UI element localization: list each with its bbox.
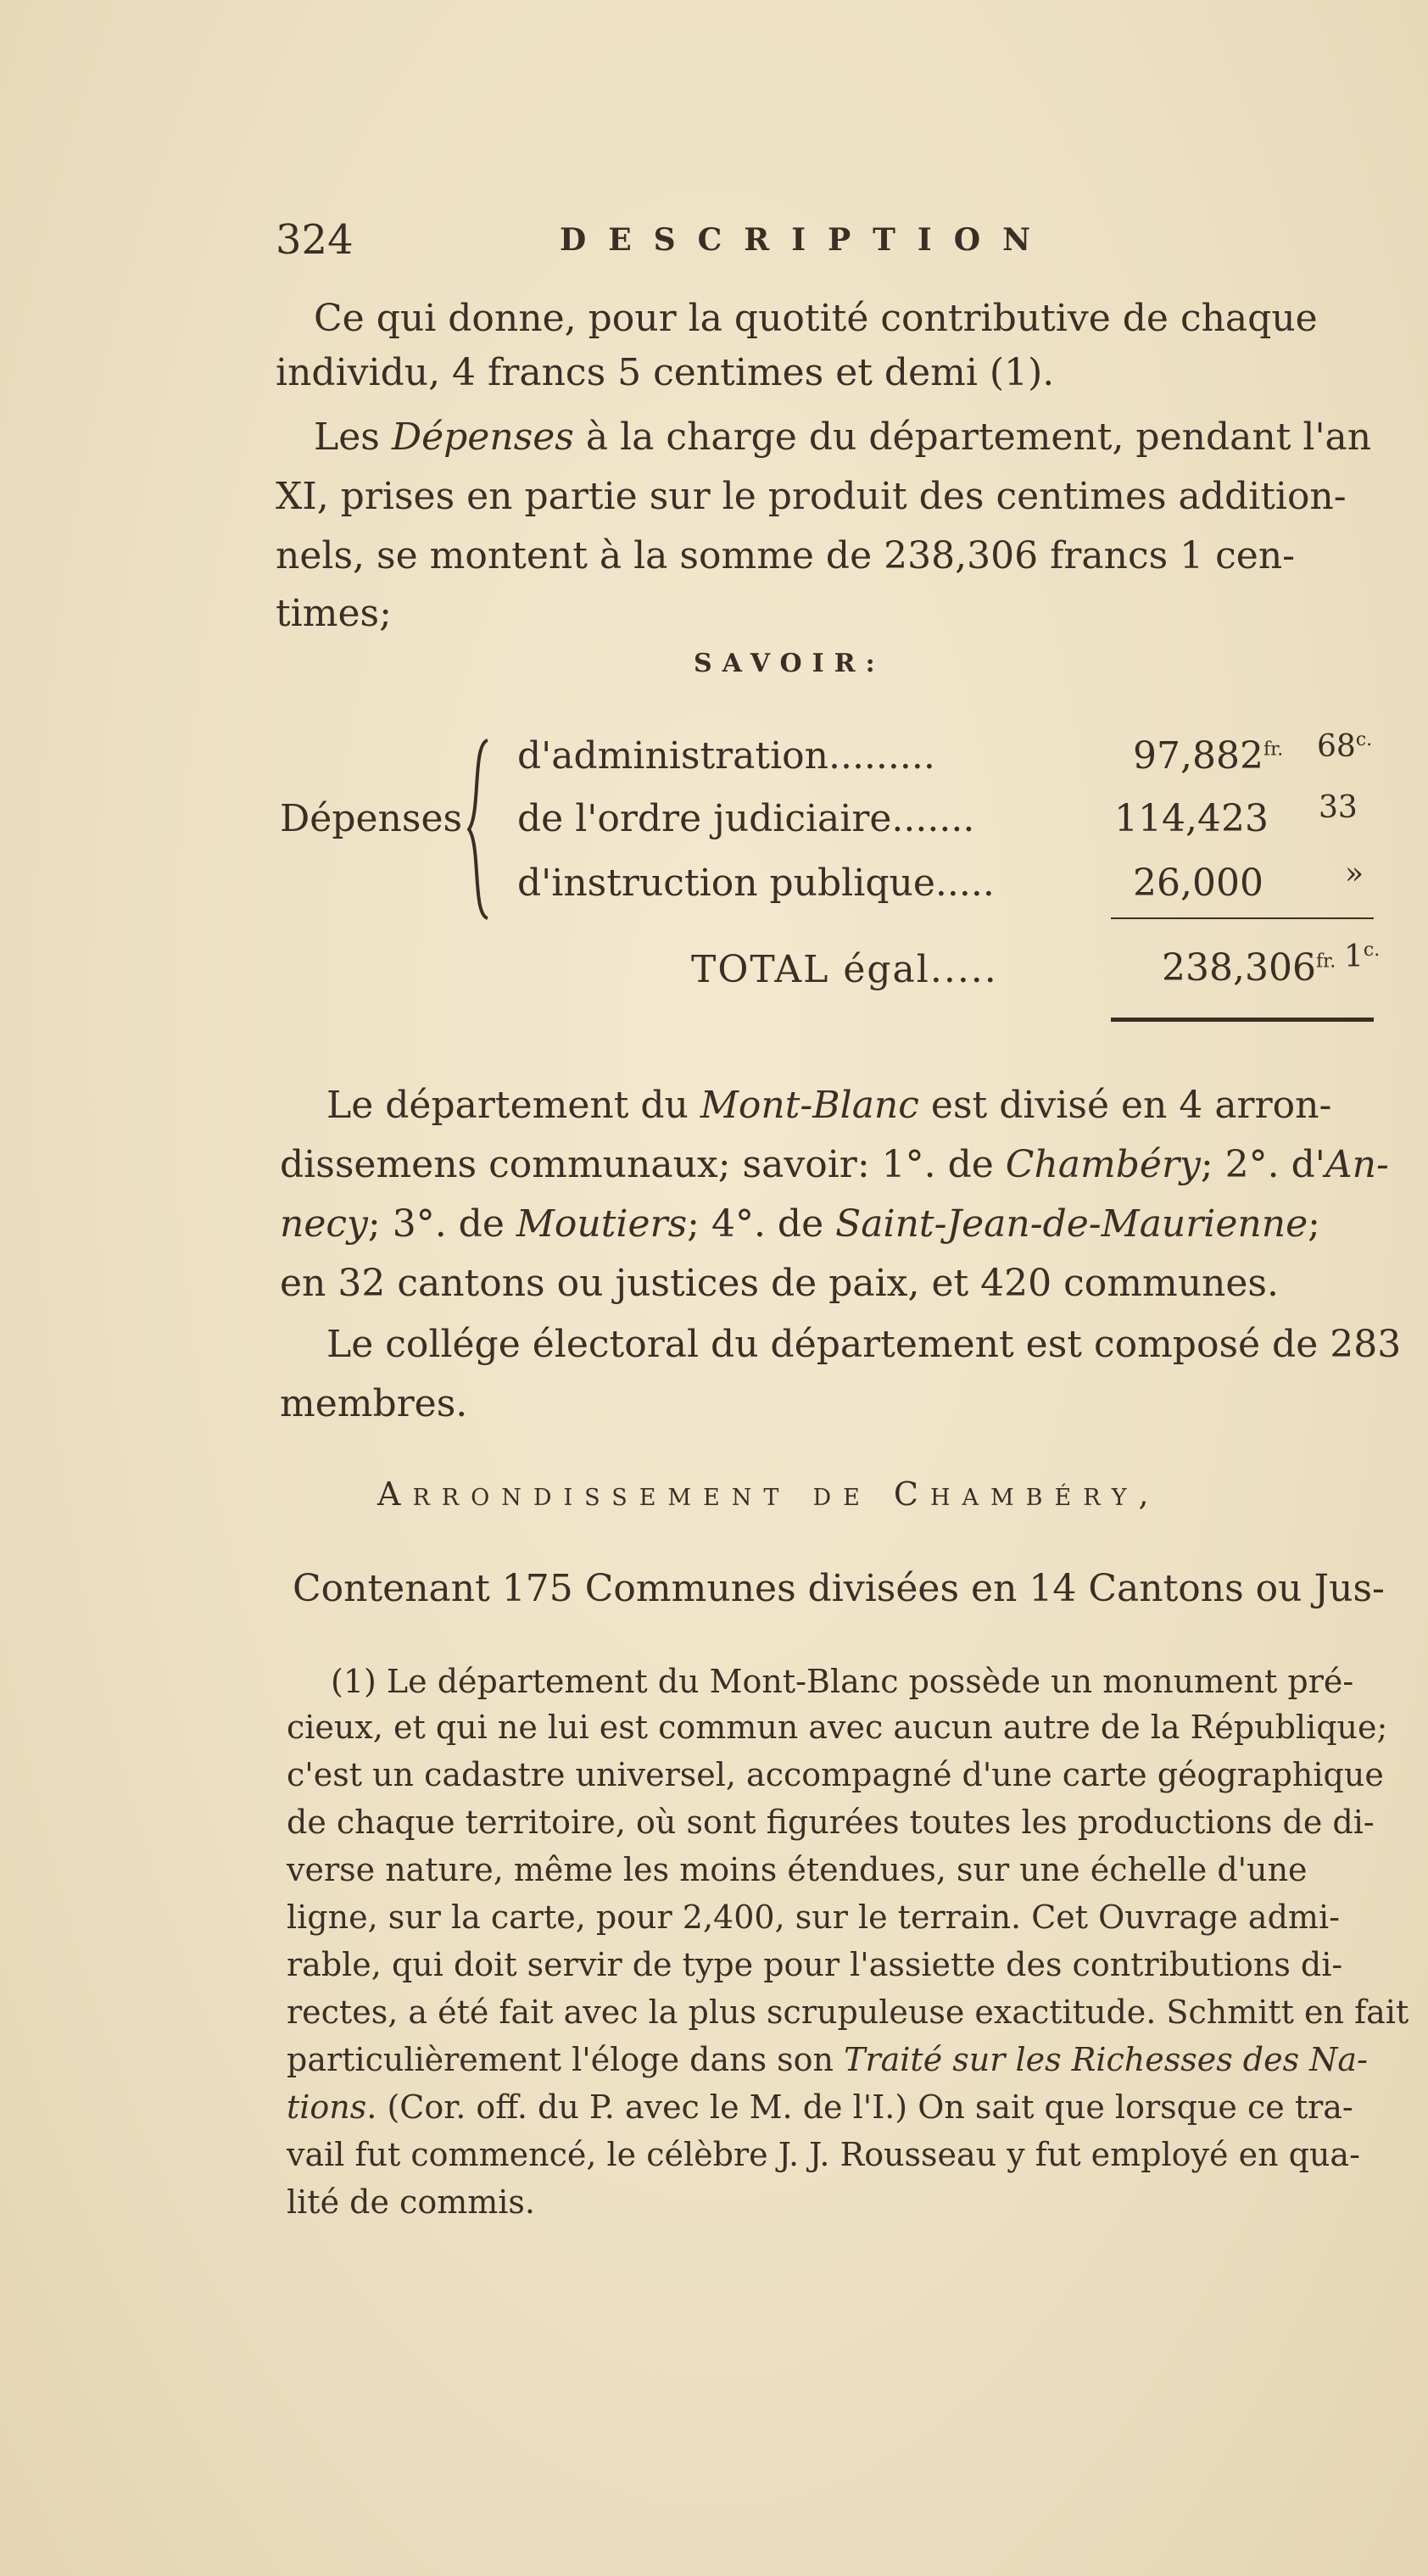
amount-francs: 114,423	[1114, 797, 1269, 840]
section-subheading: Contenant 175 Communes divisées en 14 Cantons ou Jus-	[293, 1567, 1385, 1610]
text-line: individu, 4 francs 5 centimes et demi (1).	[276, 351, 1055, 394]
running-title: DESCRIPTION	[560, 222, 1053, 258]
footnote-line: rectes, a été fait avec la plus scrupuleuse exactitude. Schmitt en fait	[287, 1993, 1409, 2031]
table-row-item: d'administration.........	[517, 734, 935, 778]
footnote-line: rable, qui doit servir de type pour l'assiette des contributions di-	[287, 1946, 1343, 1983]
text-line: necy; 3°. de Moutiers; 4°. de Saint-Jean-de-Maurienne;	[280, 1202, 1320, 1246]
sum-rule	[1111, 917, 1374, 919]
footnote-line: de chaque territoire, où sont figurées toutes les productions de di-	[287, 1804, 1375, 1841]
total-francs: $238,306^{fr.}$	[1162, 946, 1336, 990]
text-line: membres.	[280, 1382, 468, 1425]
amount-francs: $97,882^{fr.}$	[1133, 734, 1284, 778]
text-line: Le département du Mont-Blanc est divisé en 4 arron-	[326, 1084, 1332, 1127]
page-number: 324	[276, 216, 354, 264]
text-line: Les Dépenses à la charge du département, pendant l'an	[314, 415, 1372, 459]
brace-icon	[462, 736, 496, 923]
footnote-line: tions. (Cor. off. du P. avec le M. de l'I.) On sait que lorsque ce tra-	[287, 2088, 1353, 2126]
text-line: times;	[276, 592, 392, 635]
text-line: en 32 cantons ou justices de paix, et 420 communes.	[280, 1262, 1279, 1305]
amount-cents: $68^{c.}$	[1317, 729, 1373, 764]
amount-francs: 26,000	[1133, 861, 1263, 905]
footnote-line: ligne, sur la carte, pour 2,400, sur le terrain. Cet Ouvrage admi-	[287, 1899, 1340, 1936]
text-line: nels, se montent à la somme de 238,306 francs 1 cen-	[276, 534, 1296, 577]
footnote-line: vail fut commencé, le célèbre J. J. Rousseau y fut employé en qua-	[287, 2136, 1360, 2173]
footnote-line: (1) Le département du Mont-Blanc possède un monument pré-	[331, 1663, 1354, 1700]
text-line: dissemens communaux; savoir: 1°. de Chambéry; 2°. d'An-	[280, 1143, 1389, 1186]
footnote-line: verse nature, même les moins étendues, sur une échelle d'une	[287, 1851, 1308, 1888]
total-rule	[1111, 1018, 1374, 1022]
footnote-line: particulièrement l'éloge dans son Traité sur les Richesses des Na-	[287, 2041, 1368, 2078]
table-row-item: de l'ordre judiciaire.......	[517, 797, 975, 840]
section-heading: Arrondissement de Chambéry,	[377, 1475, 1161, 1513]
text-line: Le collége électoral du département est composé de 283	[326, 1323, 1402, 1366]
table-caption: SAVOIR:	[694, 649, 885, 678]
footnote-line: c'est un cadastre universel, accompagné d'une carte géographique	[287, 1756, 1384, 1793]
amount-cents: »	[1345, 856, 1364, 891]
table-row-label: Dépenses	[280, 797, 463, 840]
text-line: Ce qui donne, pour la quotité contributive de chaque	[314, 297, 1318, 340]
footnote-line: cieux, et qui ne lui est commun avec aucun autre de la République;	[287, 1709, 1388, 1746]
amount-cents: 33	[1319, 790, 1358, 825]
text-line: XI, prises en partie sur le produit des centimes addition-	[276, 475, 1347, 518]
total-label: TOTAL égal.....	[691, 948, 998, 991]
table-row-item: d'instruction publique.....	[517, 861, 995, 905]
total-cents: $1^{c.}$	[1344, 940, 1381, 974]
footnote-line: lité de commis.	[287, 2183, 535, 2221]
